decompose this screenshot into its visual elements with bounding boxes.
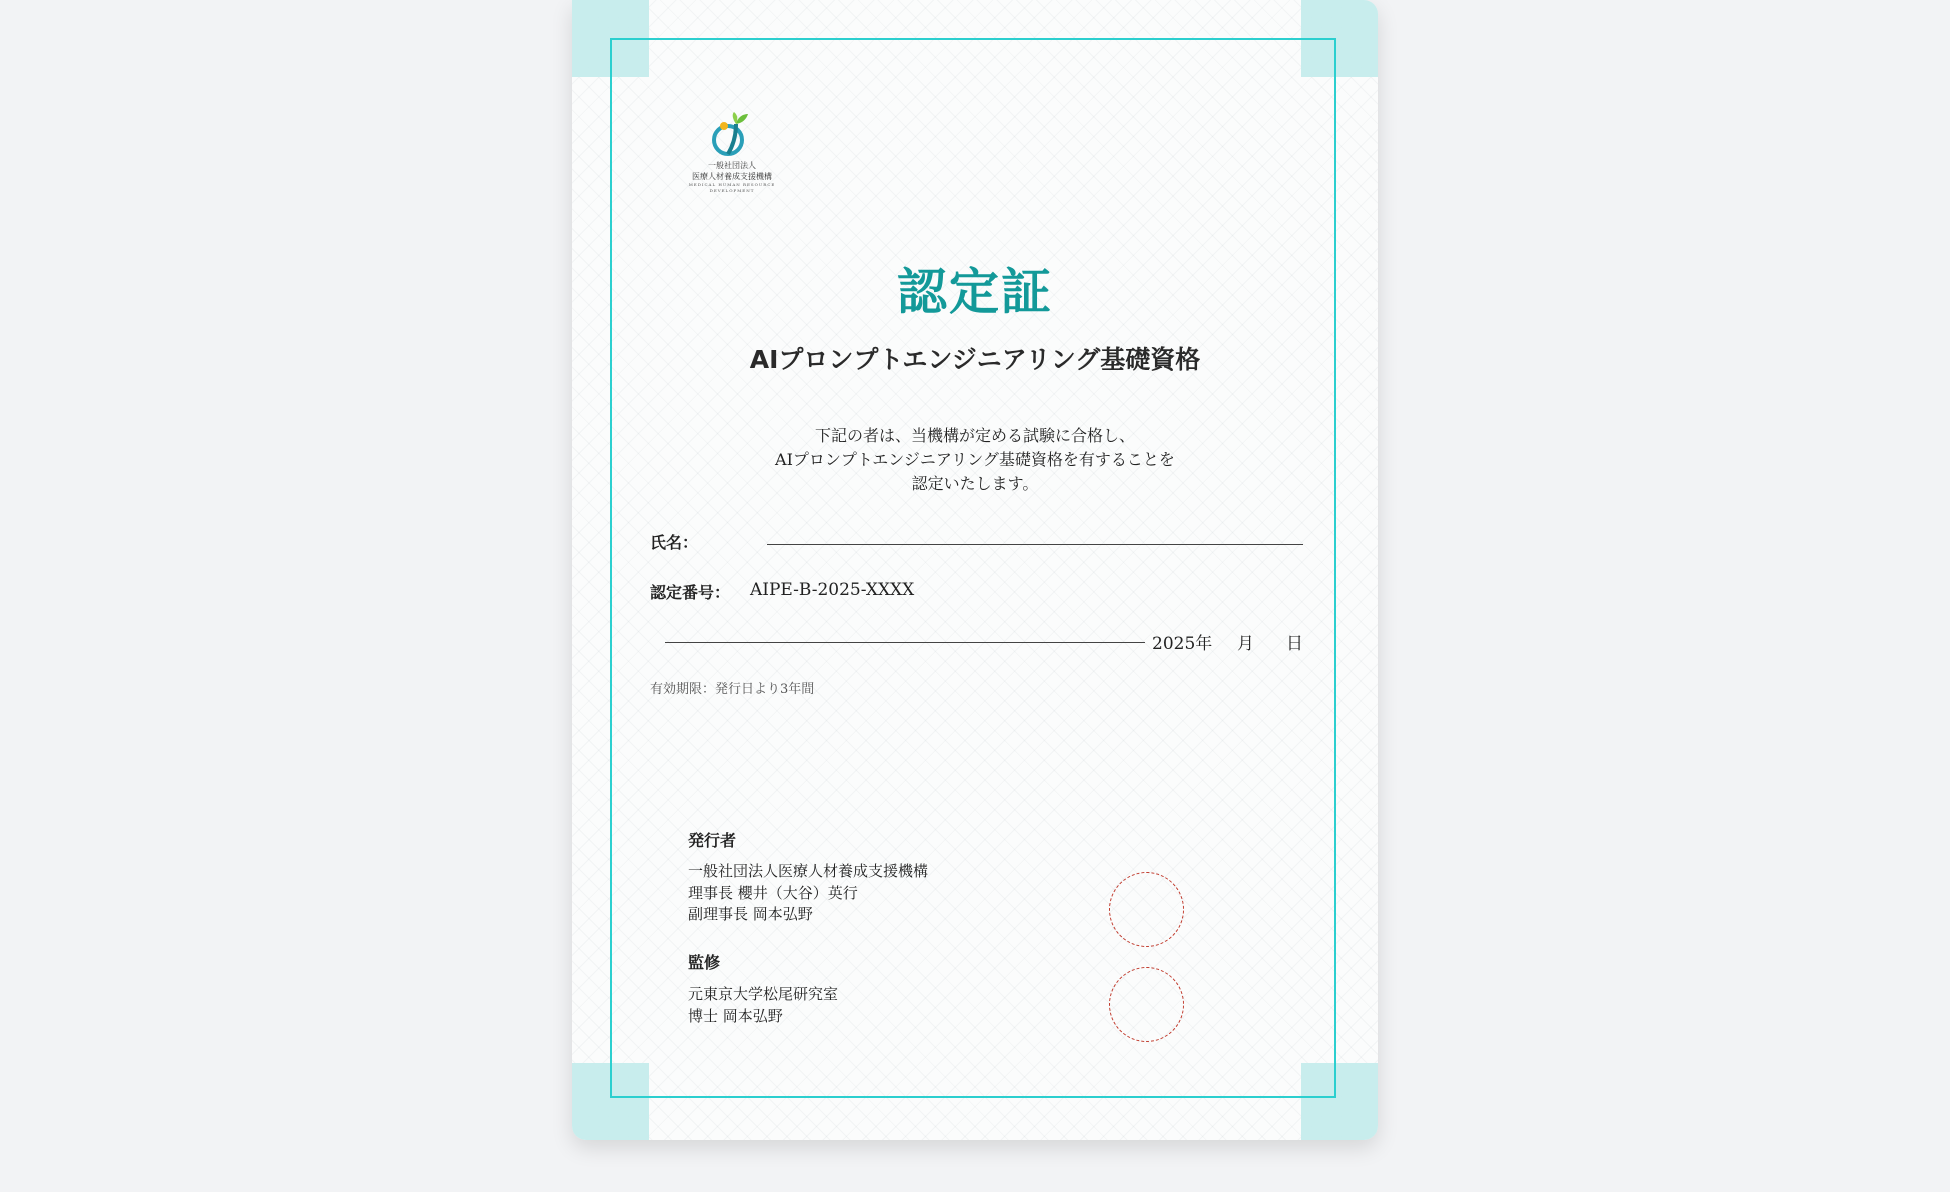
organization-logo — [682, 110, 782, 194]
certificate-body — [572, 424, 1378, 496]
supervision-line: 元東京大学松尾研究室 — [688, 985, 839, 1003]
supervision-heading: 監修 — [688, 953, 721, 972]
date-month: 月 — [1237, 634, 1254, 654]
date-day: 日 — [1286, 634, 1303, 654]
certificate-number-value: AIPE-B-2025-XXXX — [750, 580, 915, 600]
name-underline — [767, 544, 1303, 545]
certificate-card — [572, 0, 1378, 1140]
body-line: 下記の者は、当機構が定める試験に合格し、 — [814, 426, 1135, 445]
sprout-person-icon — [708, 110, 756, 160]
supervision-line: 博士 岡本弘野 — [688, 1007, 783, 1025]
issuer-line: 理事長 櫻井（大谷）英行 — [688, 884, 858, 902]
seal-placeholder — [1109, 967, 1184, 1042]
logo-line-3: MEDICAL HUMAN RESOURCE DEVELOPMENT — [688, 182, 776, 193]
logo-line-2: 医療人材養成支援機構 — [692, 172, 772, 181]
logo-line-1: 一般社団法人 — [708, 161, 756, 170]
certificate-subtitle: AIプロンプトエンジニアリング基礎資格 — [749, 345, 1201, 374]
signature-underline — [665, 642, 1145, 643]
body-line: 認定いたします。 — [911, 474, 1039, 493]
certificate-number-label: 認定番号： — [650, 583, 731, 602]
issuer-line: 副理事長 岡本弘野 — [688, 905, 813, 923]
validity-note: 有効期限：発行日より3年間 — [650, 682, 815, 697]
name-label: 氏名： — [650, 533, 699, 552]
issuer-heading: 発行者 — [688, 831, 737, 850]
certificate-frame — [610, 38, 1336, 1098]
seal-placeholder — [1109, 872, 1184, 947]
certificate-title: 認定証 — [897, 262, 1053, 321]
body-line: AIプロンプトエンジニアリング基礎資格を有することを — [775, 450, 1175, 469]
issuer-line: 一般社団法人医療人材養成支援機構 — [688, 862, 929, 880]
date-year: 2025年 — [1152, 634, 1213, 654]
